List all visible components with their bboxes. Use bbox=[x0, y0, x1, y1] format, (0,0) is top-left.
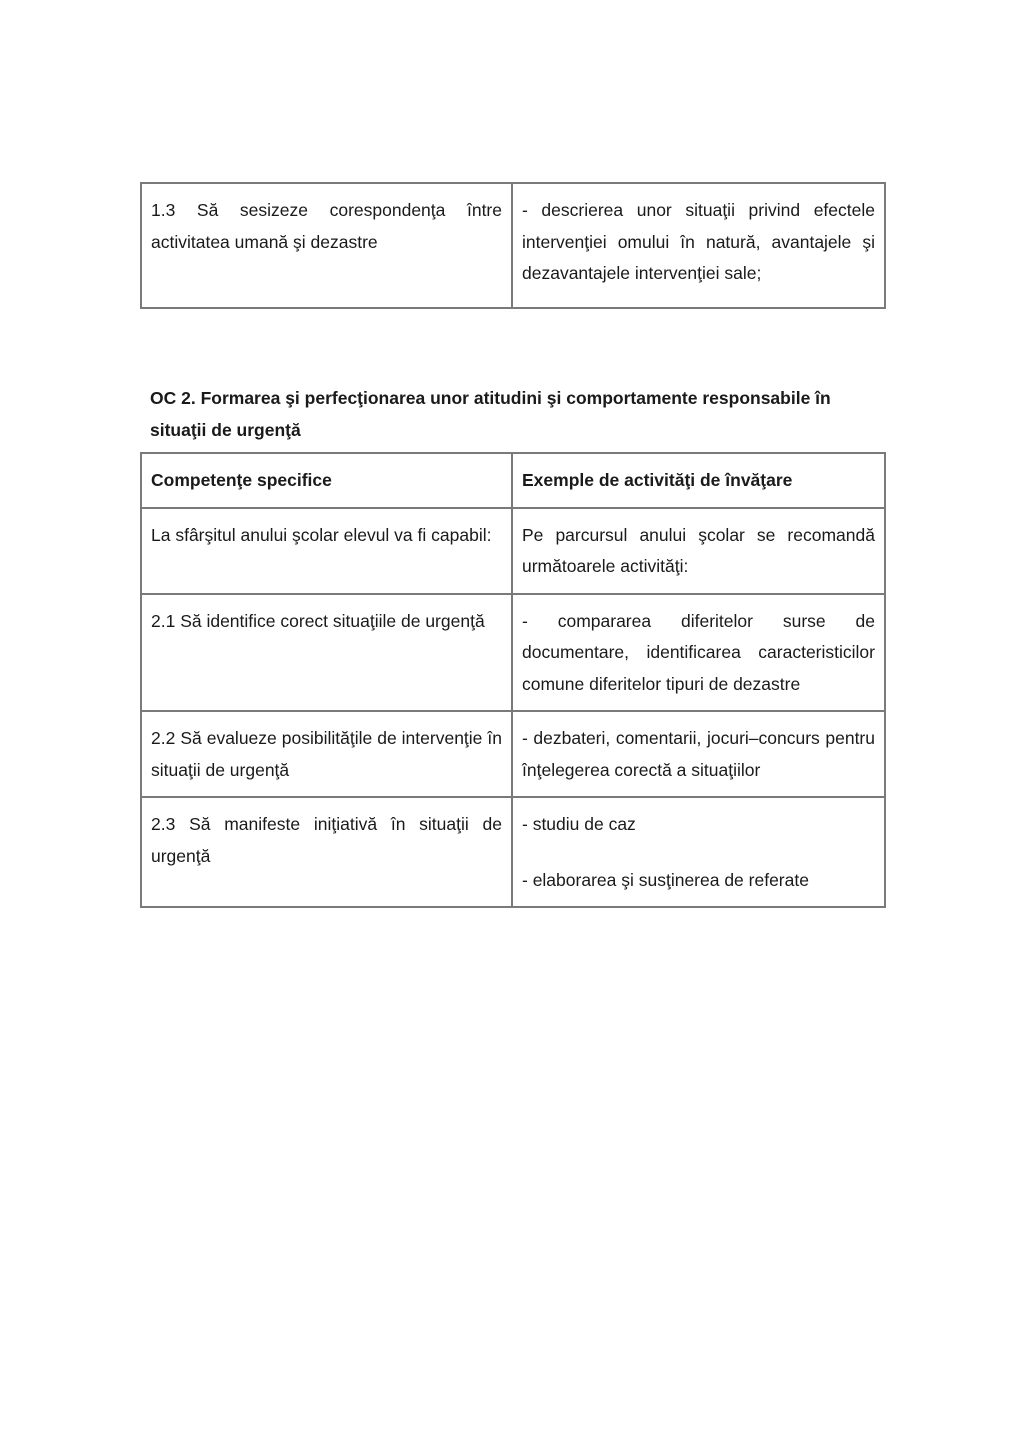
table-row bbox=[141, 797, 885, 907]
competence-cell: 1.3 Să sesizeze corespondenţa între activitatea umană şi dezastre bbox=[141, 183, 512, 308]
line-spacer bbox=[522, 841, 875, 865]
activity-line: - elaborarea şi susţinerea de referate bbox=[522, 869, 809, 890]
competence-table-1 bbox=[140, 182, 886, 309]
table-row bbox=[141, 711, 885, 797]
column-header-activities: Exemple de activităţi de învăţare bbox=[512, 453, 885, 508]
activity-cell: - compararea diferitelor surse de documentare, identificarea caracteristicilor comune diferitelor tipuri de dezastre bbox=[512, 594, 885, 712]
table-header-row bbox=[141, 453, 885, 508]
activity-line: - studiu de caz bbox=[522, 814, 636, 834]
activity-cell: - descrierea unor situaţii privind efectele intervenţiei omului în natură, avantajele şi dezavantajele intervenţiei sale; bbox=[512, 183, 885, 308]
table-row bbox=[141, 508, 885, 594]
table-row bbox=[141, 594, 885, 712]
competence-table-2 bbox=[140, 452, 886, 908]
competence-cell: 2.1 Să identifice corect situaţiile de urgenţă bbox=[141, 594, 512, 712]
activity-cell bbox=[512, 797, 885, 907]
competence-cell: 2.3 Să manifeste iniţiativă în situaţii de urgenţă bbox=[141, 797, 512, 907]
intro-activity-cell: Pe parcursul anului şcolar se recomandă următoarele activităţi: bbox=[512, 508, 885, 594]
intro-competence-cell: La sfârşitul anului şcolar elevul va fi capabil: bbox=[141, 508, 512, 594]
section-heading-oc2: OC 2. Formarea şi perfecţionarea unor atitudini şi comportamente responsabile în situaţii de urgenţă bbox=[150, 388, 831, 440]
activity-cell: - dezbateri, comentarii, jocuri–concurs pentru înţelegerea corectă a situaţiilor bbox=[512, 711, 885, 797]
table-row bbox=[141, 183, 885, 308]
competence-cell: 2.2 Să evalueze posibilităţile de intervenţie în situaţii de urgenţă bbox=[141, 711, 512, 797]
column-header-competences: Competenţe specifice bbox=[141, 453, 512, 508]
